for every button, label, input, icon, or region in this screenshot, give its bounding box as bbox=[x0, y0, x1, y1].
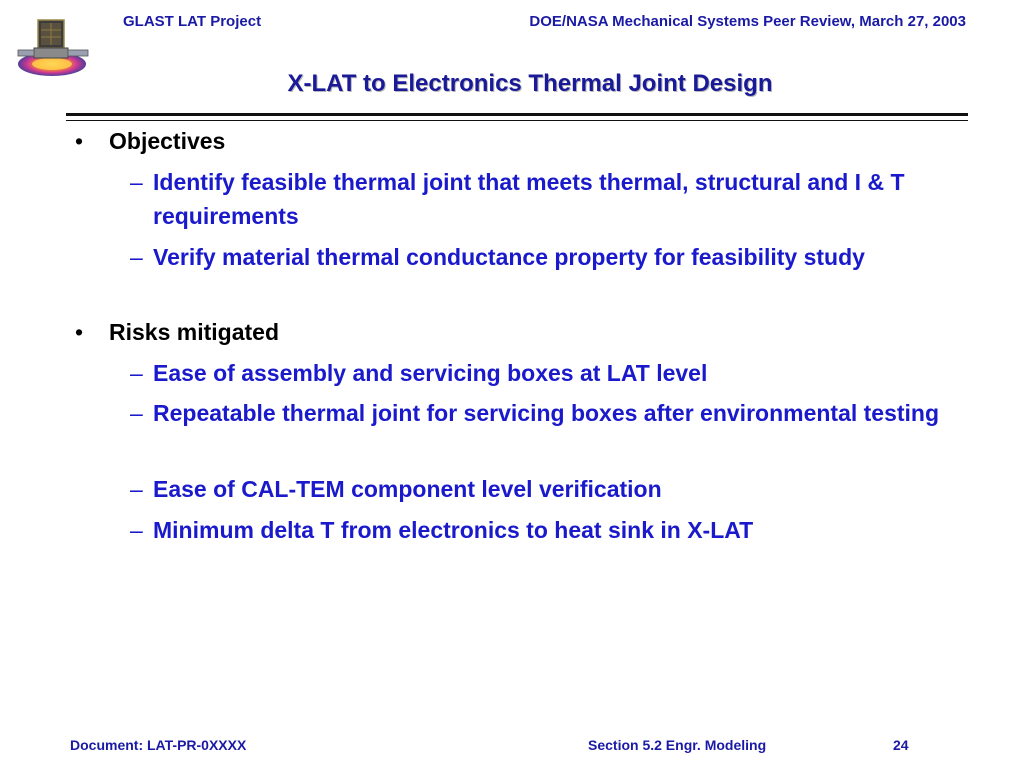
subitem-text: Verify material thermal conductance property for feasibility study bbox=[153, 244, 865, 270]
header-review: DOE/NASA Mechanical Systems Peer Review, March 27, 2003 bbox=[529, 13, 966, 30]
dash-marker: – bbox=[130, 400, 143, 426]
subitem-text: Ease of assembly and servicing boxes at LAT level bbox=[153, 360, 708, 386]
dash-marker: – bbox=[130, 517, 143, 543]
bullet-label: Objectives bbox=[109, 128, 226, 154]
subitem-text: Ease of CAL-TEM component level verification bbox=[153, 476, 662, 502]
title-rule-thick bbox=[66, 113, 968, 116]
header-project: GLAST LAT Project bbox=[123, 13, 262, 30]
subitem-text: Minimum delta T from electronics to heat sink in X-LAT bbox=[153, 517, 754, 543]
bullet-marker: • bbox=[75, 319, 84, 345]
dash-marker: – bbox=[130, 244, 143, 270]
bullet-label: Risks mitigated bbox=[109, 319, 279, 345]
slide-title: X-LAT to Electronics Thermal Joint Design bbox=[287, 70, 773, 97]
dash-marker: – bbox=[130, 476, 143, 502]
title-rule-thin bbox=[66, 120, 968, 121]
subitem-text: Repeatable thermal joint for servicing boxes after environmental testing bbox=[153, 400, 940, 426]
bullet-marker: • bbox=[75, 128, 84, 154]
footer-page-number: 24 bbox=[893, 737, 909, 753]
dash-marker: – bbox=[130, 169, 143, 195]
footer-section: Section 5.2 Engr. Modeling bbox=[588, 737, 767, 753]
subitem-text: Identify feasible thermal joint that meets thermal, structural and I & T requirements bbox=[153, 169, 905, 229]
footer-document: Document: LAT-PR-0XXXX bbox=[70, 737, 247, 753]
dash-marker: – bbox=[130, 360, 143, 386]
